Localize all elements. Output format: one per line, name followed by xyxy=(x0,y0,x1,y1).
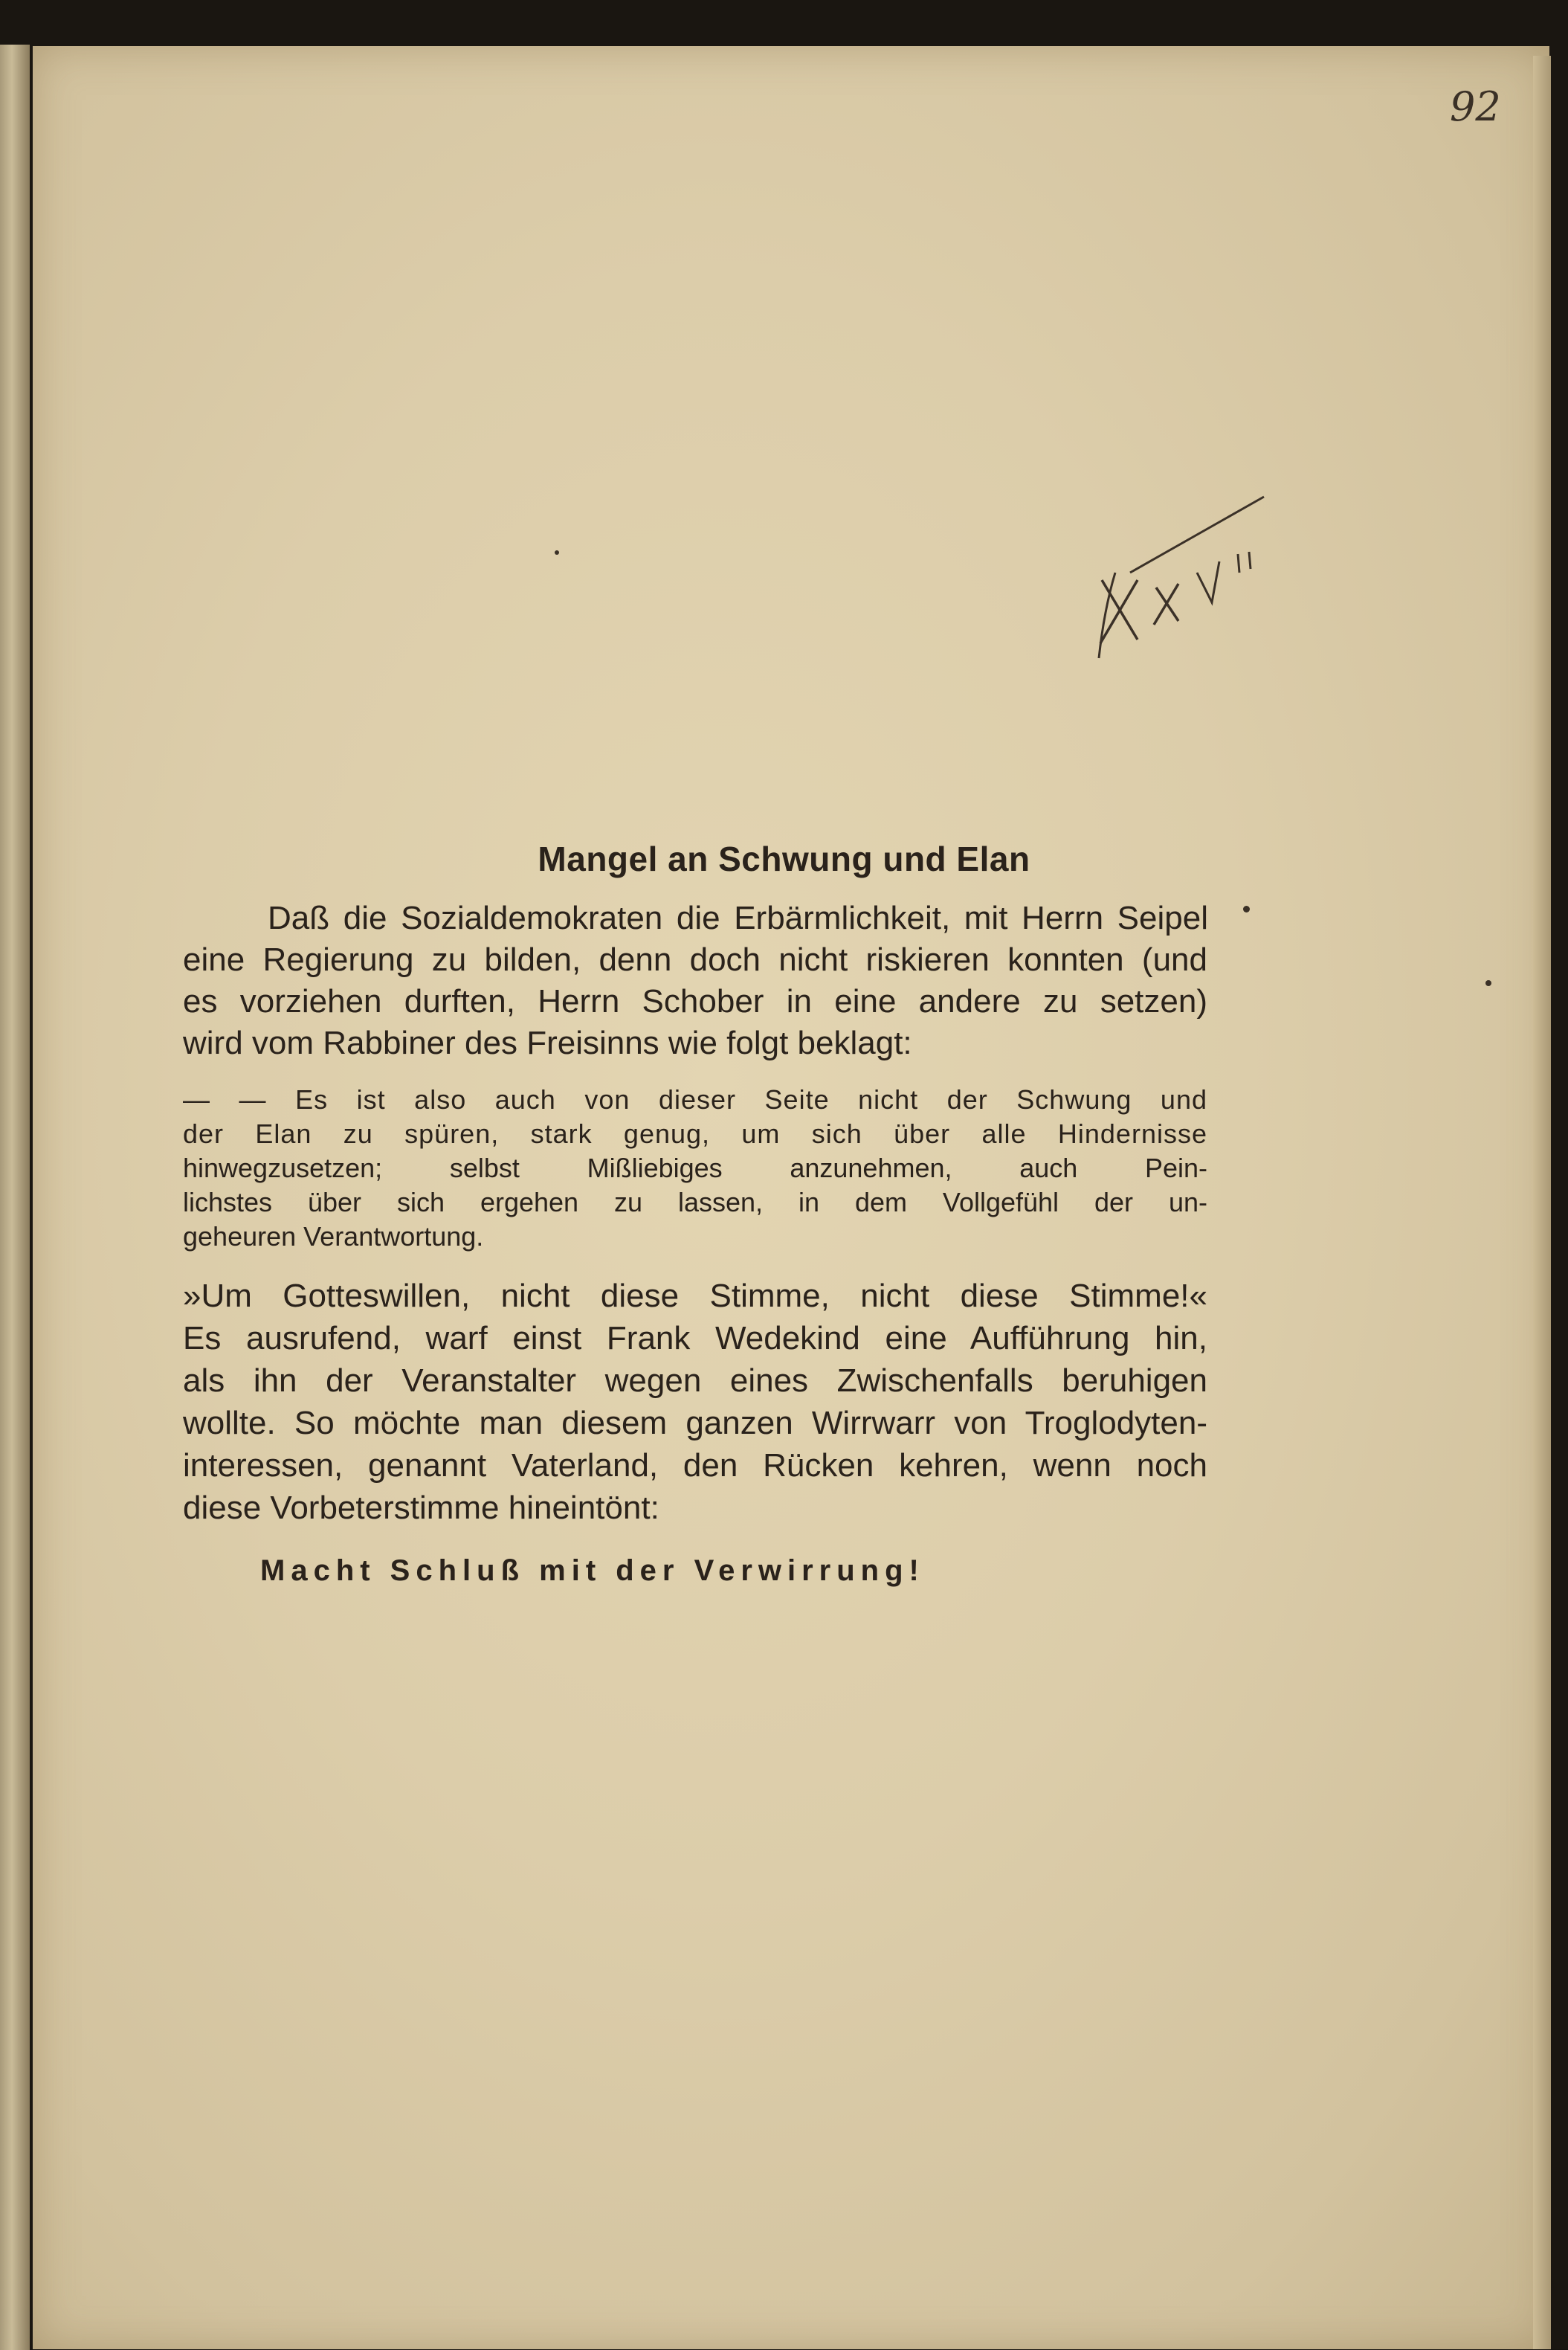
ink-speck xyxy=(555,550,559,555)
quote-line: geheuren Verantwortung. xyxy=(183,1221,484,1252)
quote-line: — — Es ist also auch von dieser Seite nicht der Schwung und xyxy=(183,1084,1207,1115)
page-right-edge xyxy=(1533,56,1551,2349)
pencil-annotation xyxy=(1085,483,1309,677)
intro-line: wird vom Rabbiner des Freisinns wie folgt beklagt: xyxy=(183,1025,912,1061)
commentary-line: interessen, genannt Vaterland, den Rücken kehren, wenn noch xyxy=(183,1447,1207,1484)
intro-line: Daß die Sozialdemokraten die Erbärmlichkeit, mit Herrn Seipel xyxy=(268,900,1208,936)
intro-line: es vorziehen durften, Herrn Schober in eine andere zu setzen) xyxy=(183,983,1207,1020)
intro-line: eine Regierung zu bilden, denn doch nicht riskieren konnten (und xyxy=(183,941,1207,978)
ink-speck xyxy=(1485,980,1491,986)
page-number: 92 xyxy=(1450,83,1501,130)
commentary-line: als ihn der Veranstalter wegen eines Zwischenfalls beruhigen xyxy=(183,1362,1207,1399)
quote-line: hinwegzusetzen; selbst Mißliebiges anzunehmen, auch Pein- xyxy=(183,1153,1207,1183)
closing-line: Macht Schluß mit der Verwirrung! xyxy=(260,1554,925,1587)
commentary-line: wollte. So möchte man diesem ganzen Wirrwarr von Troglodyten- xyxy=(183,1405,1207,1441)
quote-line: lichstes über sich ergehen zu lassen, in dem Vollgefühl der un- xyxy=(183,1187,1207,1217)
commentary-line: »Um Gotteswillen, nicht diese Stimme, nicht diese Stimme!« xyxy=(183,1278,1207,1314)
commentary-line: diese Vorbeterstimme hineintönt: xyxy=(183,1490,659,1526)
left-page-edge xyxy=(0,45,30,2350)
quote-line: der Elan zu spüren, stark genug, um sich über alle Hindernisse xyxy=(183,1118,1207,1149)
ink-speck xyxy=(1243,906,1250,912)
commentary-line: Es ausrufend, warf einst Frank Wedekind eine Aufführung hin, xyxy=(183,1320,1207,1356)
article-heading: Mangel an Schwung und Elan xyxy=(538,840,1030,878)
